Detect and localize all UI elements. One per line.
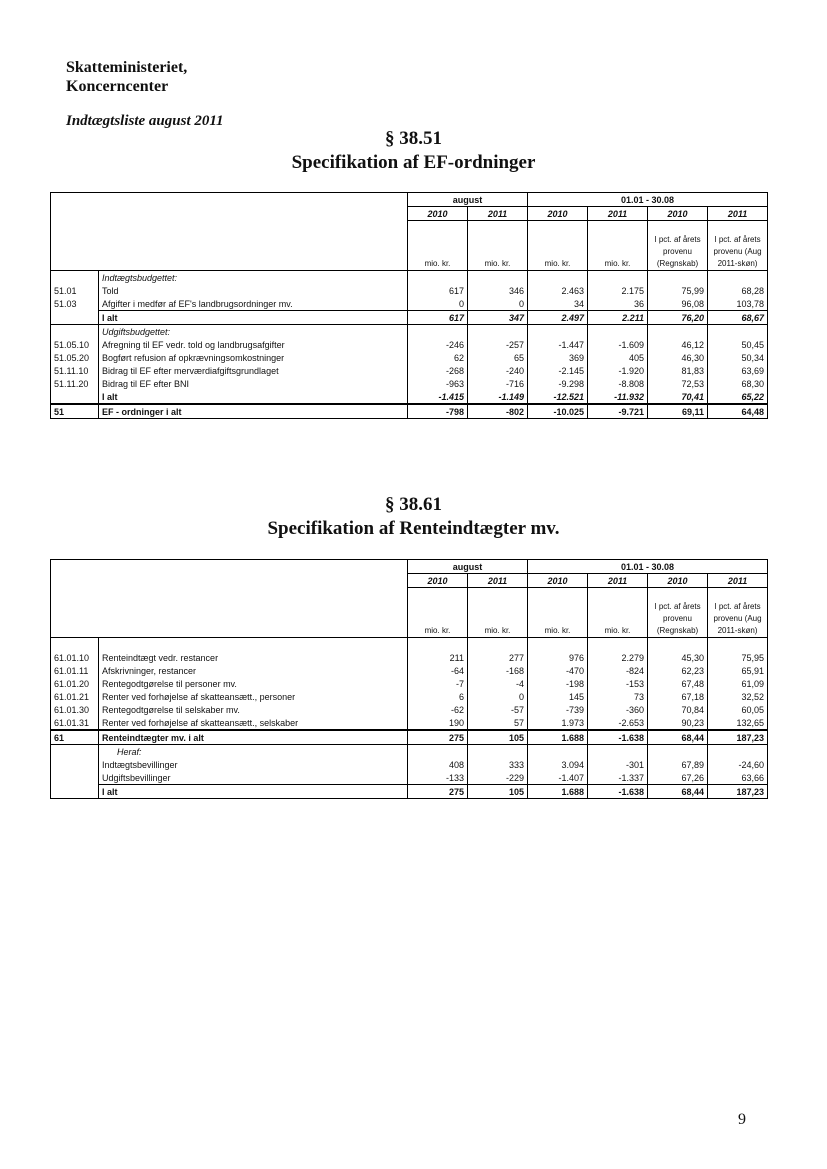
cell: 67,18 [648, 690, 708, 703]
cell: -62 [408, 703, 468, 716]
group-period-header: 01.01 - 30.08 [528, 560, 768, 574]
cell: 976 [528, 651, 588, 664]
cell: 96,08 [648, 297, 708, 311]
row-code: 51 [51, 404, 99, 419]
cell: 72,53 [648, 377, 708, 390]
group-label: Udgiftsbudgettet: [99, 325, 408, 339]
row-code: 61.01.20 [51, 677, 99, 690]
cell: 405 [588, 351, 648, 364]
row-code: 61 [51, 730, 99, 745]
unit-header: mio. kr. [588, 588, 648, 638]
row-desc: I alt [99, 311, 408, 325]
row-desc: Bidrag til EF efter BNI [99, 377, 408, 390]
year-header: 2010 [528, 207, 588, 221]
cell: -198 [528, 677, 588, 690]
cell: -1.638 [588, 785, 648, 799]
cell: -360 [588, 703, 648, 716]
year-header: 2011 [468, 574, 528, 588]
year-header: 2010 [528, 574, 588, 588]
ef-ordninger-table [50, 192, 768, 419]
row-desc: Bidrag til EF efter merværdiafgiftsgrundlaget [99, 364, 408, 377]
cell: 57 [468, 716, 528, 730]
year-header: 2011 [708, 574, 768, 588]
cell: 145 [528, 690, 588, 703]
cell: 45,30 [648, 651, 708, 664]
group-august-header: august [408, 193, 528, 207]
cell: -9.721 [588, 404, 648, 419]
cell: 75,99 [648, 284, 708, 297]
table-row [51, 297, 768, 311]
row-desc: Renteindtægt vedr. restancer [99, 651, 408, 664]
cell: 90,23 [648, 716, 708, 730]
cell: 67,26 [648, 771, 708, 785]
cell: -9.298 [528, 377, 588, 390]
cell: 46,30 [648, 351, 708, 364]
row-desc: I alt [99, 390, 408, 404]
cell: -246 [408, 338, 468, 351]
cell: -168 [468, 664, 528, 677]
grand-total-row [51, 730, 768, 745]
cell: 50,34 [741, 352, 765, 363]
cell: -257 [468, 338, 528, 351]
table-row [51, 364, 768, 377]
row-desc: Renteindtægter mv. i alt [99, 730, 408, 745]
cell: -229 [468, 771, 528, 785]
unit-header: I pct. af årets provenu (Regnskab) [648, 221, 708, 271]
cell: 63,69 [741, 365, 765, 376]
cell: 60,05 [741, 704, 765, 715]
cell: 70,41 [648, 390, 708, 404]
cell: 2.175 [588, 284, 648, 297]
cell: 67,89 [648, 758, 708, 771]
cell: 347 [468, 311, 528, 325]
cell: -24,60 [738, 759, 765, 770]
cell: -1.447 [528, 338, 588, 351]
cell: 275 [408, 785, 468, 799]
cell: -4 [468, 677, 528, 690]
cell: -1.407 [528, 771, 588, 785]
cell: 187,23 [708, 785, 768, 799]
unit-header: mio. kr. [528, 221, 588, 271]
cell: 68,44 [648, 730, 708, 745]
cell: 34 [528, 297, 588, 311]
cell: 50,45 [741, 339, 765, 350]
row-code: 61.01.31 [51, 716, 99, 730]
cell: -739 [528, 703, 588, 716]
year-header: 2011 [588, 574, 648, 588]
grand-total-row [51, 404, 768, 419]
cell: 105 [468, 730, 528, 745]
cell: -1.920 [588, 364, 648, 377]
cell: 190 [408, 716, 468, 730]
row-desc: Afskrivninger, restancer [99, 664, 408, 677]
cell: 76,20 [648, 311, 708, 325]
cell: 105 [468, 785, 528, 799]
cell: -12.521 [528, 390, 588, 404]
table-row [51, 771, 768, 785]
cell: 1.973 [528, 716, 588, 730]
cell: 65,22 [741, 391, 765, 402]
row-code: 61.01.30 [51, 703, 99, 716]
cell: 0 [468, 690, 528, 703]
cell: -7 [408, 677, 468, 690]
group-label: Indtægtsbudgettet: [99, 271, 408, 285]
subtotal-row [51, 311, 768, 325]
cell: -963 [408, 377, 468, 390]
row-desc: Told [99, 284, 408, 297]
renteindtaegter-table [50, 559, 768, 799]
organization-name [66, 58, 187, 96]
cell: 36 [588, 297, 648, 311]
row-desc: EF - ordninger i alt [99, 404, 408, 419]
cell: 46,12 [648, 338, 708, 351]
cell: 32,52 [741, 691, 765, 702]
row-desc: Rentegodtgørelse til selskaber mv. [99, 703, 408, 716]
cell: 103,78 [736, 298, 765, 309]
cell: 1.688 [528, 785, 588, 799]
cell: -470 [528, 664, 588, 677]
group-period-header: 01.01 - 30.08 [528, 193, 768, 207]
subtotal-row [51, 785, 768, 799]
group-august-header: august [408, 560, 528, 574]
cell: 68,30 [741, 378, 765, 389]
table-row [51, 703, 768, 716]
table-row [51, 338, 768, 351]
row-desc: Indtægtsbevillinger [99, 758, 408, 771]
row-desc: Afregning til EF vedr. told og landbrugsafgifter [99, 338, 408, 351]
year-header: 2010 [648, 207, 708, 221]
cell: 277 [468, 651, 528, 664]
cell: 61,09 [741, 678, 765, 689]
row-code: 61.01.10 [51, 651, 99, 664]
row-desc: Afgifter i medfør af EF's landbrugsordninger mv. [99, 297, 408, 311]
row-desc: Rentegodtgørelse til personer mv. [99, 677, 408, 690]
cell: 2.497 [528, 311, 588, 325]
unit-header: mio. kr. [468, 221, 528, 271]
cell: -64 [408, 664, 468, 677]
cell: -1.149 [468, 390, 528, 404]
cell: 73 [588, 690, 648, 703]
cell: 75,95 [741, 652, 765, 663]
table-row [51, 716, 768, 730]
cell: 81,83 [648, 364, 708, 377]
year-header: 2010 [648, 574, 708, 588]
org-line-2: Koncerncenter [66, 78, 169, 95]
unit-header: mio. kr. [408, 588, 468, 638]
cell: 6 [408, 690, 468, 703]
table-row [51, 351, 768, 364]
document-subtitle: Indtægtsliste august 2011 [66, 113, 224, 129]
cell: -2.145 [528, 364, 588, 377]
row-desc: Renter ved forhøjelse af skatteansætt., personer [99, 690, 408, 703]
cell: 617 [408, 311, 468, 325]
table-row [51, 651, 768, 664]
cell: -240 [468, 364, 528, 377]
row-code: 51.01 [51, 284, 99, 297]
cell: -1.638 [588, 730, 648, 745]
table-row [51, 690, 768, 703]
section2-heading [0, 493, 827, 541]
row-code: 61.01.11 [51, 664, 99, 677]
cell: -824 [588, 664, 648, 677]
cell: -2.653 [588, 716, 648, 730]
row-desc: Bogført refusion af opkrævningsomkostninger [99, 351, 408, 364]
table-row [51, 758, 768, 771]
cell: -10.025 [528, 404, 588, 419]
unit-header: mio. kr. [408, 221, 468, 271]
unit-header: I pct. af årets provenu (Aug 2011-skøn) [708, 588, 768, 638]
unit-header: mio. kr. [588, 221, 648, 271]
subtotal-row [51, 390, 768, 404]
cell: 408 [408, 758, 468, 771]
cell: 617 [408, 284, 468, 297]
org-line-1: Skatteministeriet, [66, 59, 188, 76]
cell: 2.463 [528, 284, 588, 297]
table-row [51, 284, 768, 297]
cell: 2.279 [588, 651, 648, 664]
cell: 63,66 [741, 772, 765, 783]
section1-title: Specifikation af EF-ordninger [291, 152, 536, 173]
table-row [51, 664, 768, 677]
row-code: 51.11.20 [51, 377, 99, 390]
cell: -133 [408, 771, 468, 785]
cell: 132,65 [736, 717, 765, 728]
cell: -1.609 [588, 338, 648, 351]
cell: 2.211 [588, 311, 648, 325]
cell: 369 [528, 351, 588, 364]
row-code: 51.05.20 [51, 351, 99, 364]
year-header: 2011 [468, 207, 528, 221]
cell: 3.094 [528, 758, 588, 771]
unit-header: I pct. af årets provenu (Aug 2011-skøn) [708, 221, 768, 271]
cell: 333 [468, 758, 528, 771]
cell: -798 [408, 404, 468, 419]
cell: 68,67 [708, 311, 768, 325]
unit-header: I pct. af årets provenu (Regnskab) [648, 588, 708, 638]
row-desc: Udgiftsbevillinger [99, 771, 408, 785]
cell: 62 [408, 351, 468, 364]
year-header: 2010 [408, 207, 468, 221]
row-code: 61.01.21 [51, 690, 99, 703]
cell: 69,11 [648, 404, 708, 419]
row-code: 51.11.10 [51, 364, 99, 377]
section1-heading [0, 127, 827, 175]
year-header: 2011 [708, 207, 768, 221]
cell: -1.415 [408, 390, 468, 404]
cell: -11.932 [588, 390, 648, 404]
cell: 62,23 [648, 664, 708, 677]
cell: 68,28 [741, 285, 765, 296]
cell: 187,23 [708, 730, 768, 745]
cell: 1.688 [528, 730, 588, 745]
cell: 64,48 [708, 404, 768, 419]
unit-header: mio. kr. [528, 588, 588, 638]
cell: 65 [468, 351, 528, 364]
row-desc: I alt [99, 785, 408, 799]
row-code: 51.03 [51, 297, 99, 311]
section1-number: § 38.51 [385, 128, 442, 149]
cell: 275 [408, 730, 468, 745]
year-header: 2011 [588, 207, 648, 221]
table-row [51, 377, 768, 390]
cell: -57 [468, 703, 528, 716]
cell: -301 [588, 758, 648, 771]
section2-number: § 38.61 [385, 494, 442, 515]
cell: 346 [468, 284, 528, 297]
cell: 65,91 [741, 665, 765, 676]
cell: 68,44 [648, 785, 708, 799]
cell: 70,84 [648, 703, 708, 716]
unit-header: mio. kr. [468, 588, 528, 638]
cell: -802 [468, 404, 528, 419]
heraf-label: Heraf: [99, 745, 408, 759]
cell: 211 [408, 651, 468, 664]
cell: -153 [588, 677, 648, 690]
cell: 0 [468, 297, 528, 311]
row-desc: Renter ved forhøjelse af skatteansætt., selskaber [99, 716, 408, 730]
page-number: 9 [738, 1111, 746, 1128]
cell: 67,48 [648, 677, 708, 690]
cell: -8.808 [588, 377, 648, 390]
cell: -716 [468, 377, 528, 390]
cell: -268 [408, 364, 468, 377]
table-row [51, 677, 768, 690]
row-code: 51.05.10 [51, 338, 99, 351]
year-header: 2010 [408, 574, 468, 588]
cell: 0 [408, 297, 468, 311]
cell: -1.337 [588, 771, 648, 785]
section2-title: Specifikation af Renteindtægter mv. [267, 518, 560, 539]
